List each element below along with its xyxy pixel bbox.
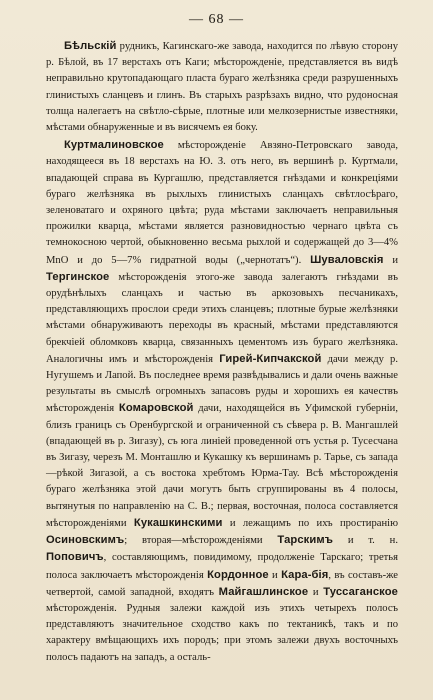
deposit-name: Туссаганское (323, 585, 398, 598)
text-run: мѣсторожденія этого-же завода залегаютъ гнѣздами въ орудѣнѣлыхъ сланцахъ и частью въ аркозовыхъ песчаникахъ, представляющихъ прослои среди этихъ сланцевъ; плотные бурые желѣзняки мѣстами обнаруживаютъ переходы въ красный, мѣстами представляются брекчіей обломковъ кварца, связанныхъ цементомъ изъ бураго желѣзняка. Аналогичны имъ и мѣсторожденія (46, 271, 398, 365)
text-run: , въ составъ-же четвертой, самой западной, входятъ (46, 569, 398, 598)
text-run: и (308, 586, 324, 598)
text-run: дачи между р. Нугушемъ и Лапой. Въ последнее время развѣдывались и дали очень важные результаты въ смыслѣ огромныхъ запасовъ руды и хорошихъ ея качествъ мѣсторожденія (46, 353, 399, 415)
deposit-name: Кордонное (207, 568, 269, 581)
text-run: мѣсторожденіе Авзяно-Петровскаго завода, находящееся въ 18 верстахъ на Ю. З. отъ него, въ вершинѣ р. Куртмали, впадающей справа въ Кургашлю, представляется гнѣздами и конкреціями бураго желѣзняка въ рыхлыхъ глинистыхъ сланцахъ свѣтлосѣраго, зеленоватаго и охряного цвѣта; руда мѣстами заключаетъ неправильныя прожилки кварца, мѣстами является разновидностью чернаго цвѣта съ темнокосною чертой, обыкновенно весьма рыхлой и содержащей до 3—4% MnO и до 5—7% гидратной воды („чернотатъ“). (46, 140, 398, 266)
text-run: и т. н. (332, 535, 398, 547)
deposit-name: Бѣльскій (64, 40, 117, 52)
text-run: , составляющимъ, повидимому, продолженіе Тарскаго; третья полоса заключаетъ мѣсторожденія (46, 552, 398, 581)
deposit-name: Кукашкинскими (133, 516, 223, 529)
deposit-name: Поповичъ (46, 551, 104, 564)
deposit-name: Майгашлинское (218, 585, 309, 598)
text-run: мѣсторожденія. Рудныя залежи каждой изъ этихъ четырехъ полосъ представляютъ значительное сходство какъ по тектаникѣ, такъ и по характеру вмѣщающихъ ихъ породъ; при этомъ залежи двухъ восточныхъ полосъ падаютъ на западъ, а осталь- (46, 602, 398, 663)
deposit-name: Кара-бія (281, 568, 329, 581)
paragraph (46, 38, 398, 136)
text-run: рудникъ, Кагинскаго-же завода, находится по лѣвую сторону р. Бѣлой, въ 17 верстахъ отъ Каги; мѣсторожденіе, представляется въ видѣ неправильно крутопадающаго пласта бураго желѣзняка среди разрушенныхъ глинистыхъ сланцевъ и глинъ. Въ старыхъ разрѣзахъ видно, что рудоносная толща налегаетъ на свѣтло-сѣрые, плотные или мелкозернистые известняки, мѣстами обнаруженные и въ висячемъ ея боку. (46, 41, 398, 134)
text-run: ; вторая—мѣсторожденіями (124, 535, 278, 547)
deposit-name: Осиновскимъ (46, 534, 125, 547)
text-run: дачи, находящейся въ Уфимской губерніи, близъ границъ съ Оренбургской и ограниченной съ сѣвера р. В. Мангашлей (впадающей въ р. Зигазу), съ юга линіей проведенной отъ устья р. Тусесчана въ Зигазу, черезъ М. Монташлю и Кукашку къ вершинамъ р. Тарье, съ запада—рѣкой Зигазой, а съ востока хребтомъ Юрма-Тау. Всѣ мѣсторожденія бураго желѣзняка этой дачи могутъ быть сгруппированы въ 4 полосы, вытянутыя по направленію на С. В.; первая, восточная, полоса составляется мѣсторожденіями (46, 403, 398, 529)
deposit-name: Гирей-Кипчакской (219, 352, 322, 365)
deposit-name: Тарскимъ (277, 534, 333, 547)
deposit-name: Куртмалиновское (64, 139, 164, 152)
text-run: и (383, 254, 398, 266)
deposit-name: Тергинское (46, 270, 110, 283)
page-number: — 68 — (189, 12, 244, 27)
deposit-name: Комаровской (118, 402, 194, 415)
paragraph (46, 137, 398, 666)
deposit-name: Шуваловскія (310, 253, 384, 266)
body-text (46, 38, 398, 666)
text-run: и (268, 569, 282, 581)
text-run: и лежащимъ по ихъ простиранію (222, 517, 398, 529)
